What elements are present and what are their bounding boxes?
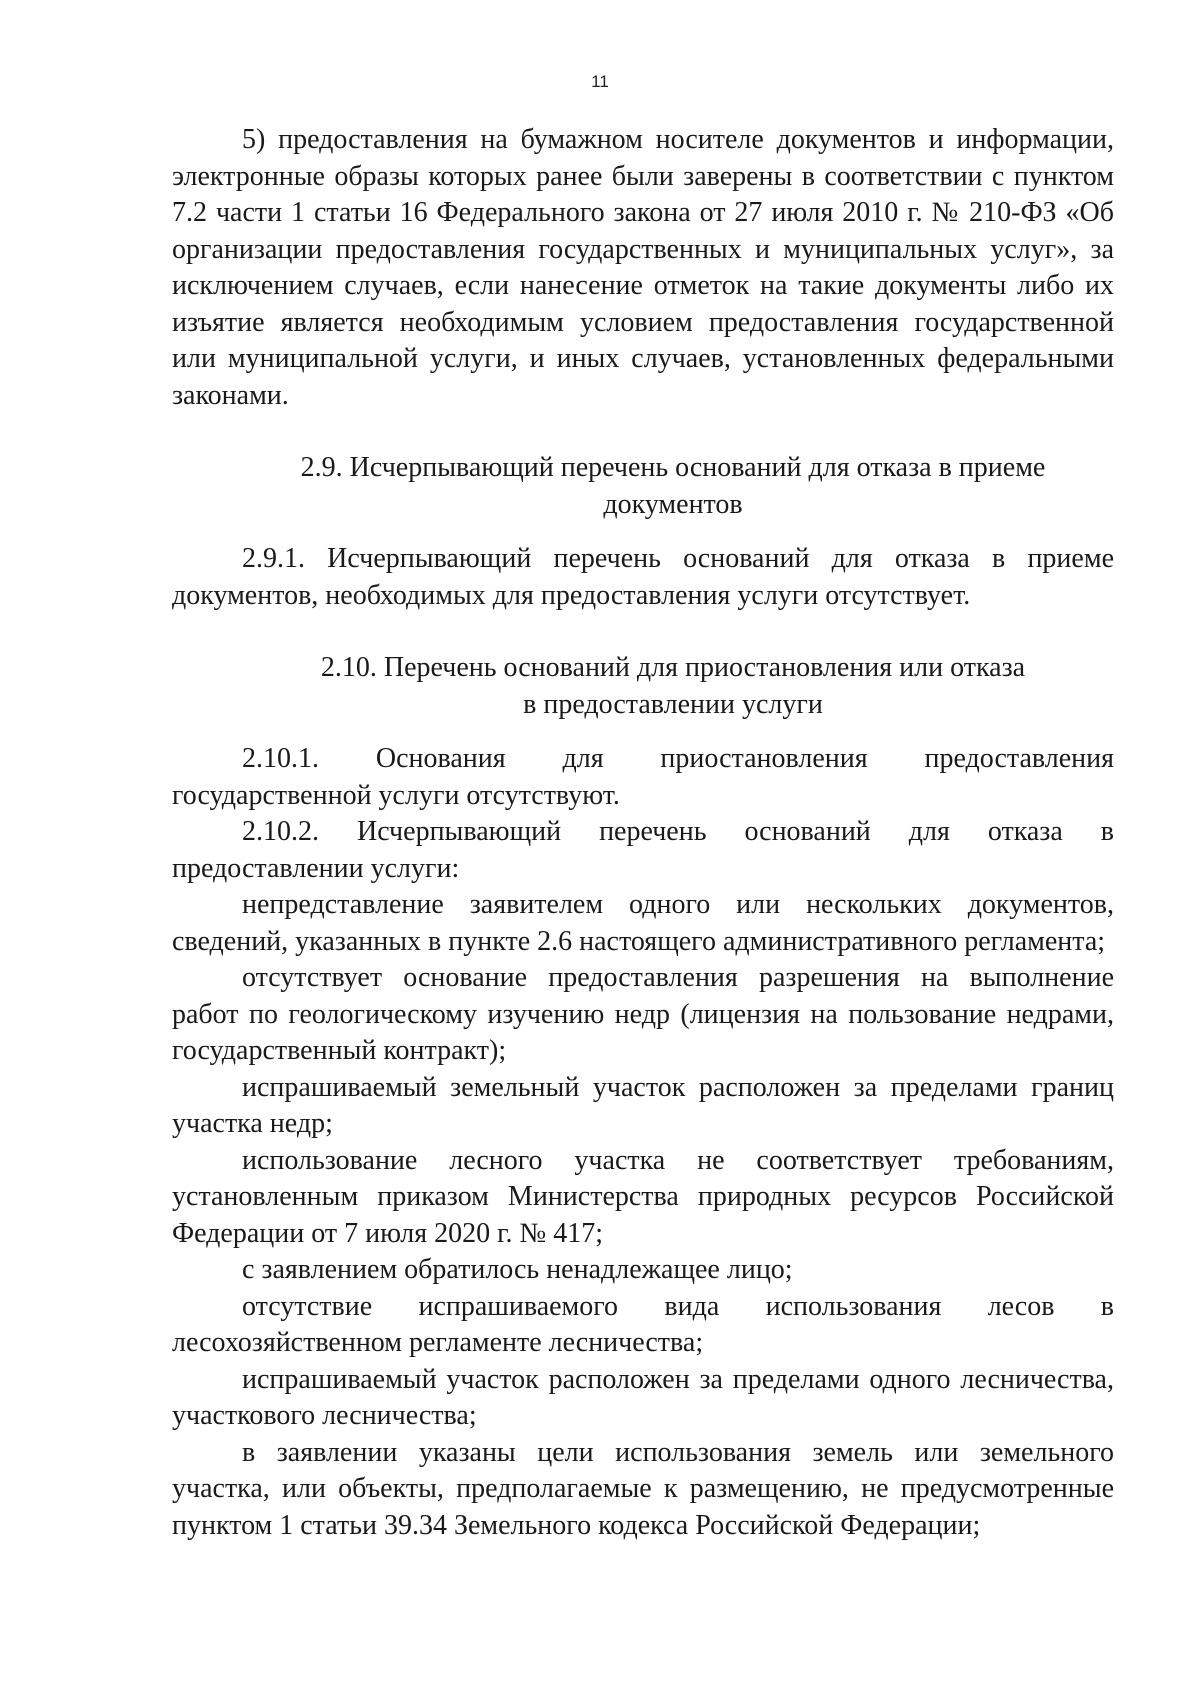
heading-line: в предоставлении услуги bbox=[523, 688, 823, 720]
spacer bbox=[172, 523, 1114, 541]
spacer bbox=[172, 723, 1114, 741]
list-item: непредставление заявителем одного или нескольких документов, сведений, указанных в пункте 2.6 настоящего административного регламента; bbox=[172, 889, 1114, 957]
list-item: отсутствие испрашиваемого вида использования лесов в лесохозяйственном регламенте лесничества; bbox=[172, 1290, 1114, 1358]
list-item: испрашиваемый земельный участок расположен за пределами границ участка недр; bbox=[172, 1071, 1114, 1139]
heading-line: 2.9. Исчерпывающий перечень оснований для отказа в приеме bbox=[300, 452, 1046, 483]
document-body bbox=[172, 122, 1114, 1544]
heading-line: 2.10. Перечень оснований для приостановления или отказа bbox=[320, 652, 1026, 683]
list-item: в заявлении указаны цели использования земель или земельного участка, или объекты, предполагаемые к размещению, не предусмотренные пунктом 1 статьи 39.34 Земельного кодекса Российской Федерации; bbox=[172, 1436, 1114, 1541]
list-item: отсутствует основание предоставления разрешения на выполнение работ по геологическому изучению недр (лицензия на пользование недрами, государственный контракт); bbox=[172, 962, 1114, 1066]
paragraph-2-10-1: 2.10.1. Основания для приостановления предоставления государственной услуги отсутствуют. bbox=[172, 743, 1114, 811]
spacer bbox=[172, 414, 1114, 450]
paragraph-item-5: 5) предоставления на бумажном носителе документов и информации, электронные образы которых ранее были заверены в соответствии с пунктом 7.2 части 1 статьи 16 Федерального закона от 27 июля 2010 г. № 210-ФЗ «Об организации предоставления государственных и муниципальных услуг», за исключением случаев, если нанесение отметок на такие документы либо их изъятие является необходимым условием предоставления государственной или муниципальной услуги, и иных случаев, установленных федеральными законами. bbox=[172, 124, 1114, 411]
paragraph-2-9-1: 2.9.1. Исчерпывающий перечень оснований для отказа в приеме документов, необходимых для предоставления услуги отсутствует. bbox=[172, 543, 1114, 611]
heading-line: документов bbox=[603, 488, 743, 520]
list-item: использование лесного участка не соответствует требованиям, установленным приказом Министерства природных ресурсов Российской Федерации от 7 июля 2020 г. № 417; bbox=[172, 1144, 1114, 1249]
list-item: испрашиваемый участок расположен за пределами одного лесничества, участкового лесничества; bbox=[172, 1363, 1114, 1431]
paragraph-2-10-2: 2.10.2. Исчерпывающий перечень оснований для отказа в предоставлении услуги: bbox=[172, 816, 1114, 884]
spacer bbox=[172, 614, 1114, 650]
list-item: с заявлением обратилось ненадлежащее лицо; bbox=[242, 1254, 793, 1285]
section-heading-2-10 bbox=[172, 650, 1114, 723]
page-number: 11 bbox=[591, 72, 609, 91]
section-heading-2-9 bbox=[172, 450, 1114, 523]
